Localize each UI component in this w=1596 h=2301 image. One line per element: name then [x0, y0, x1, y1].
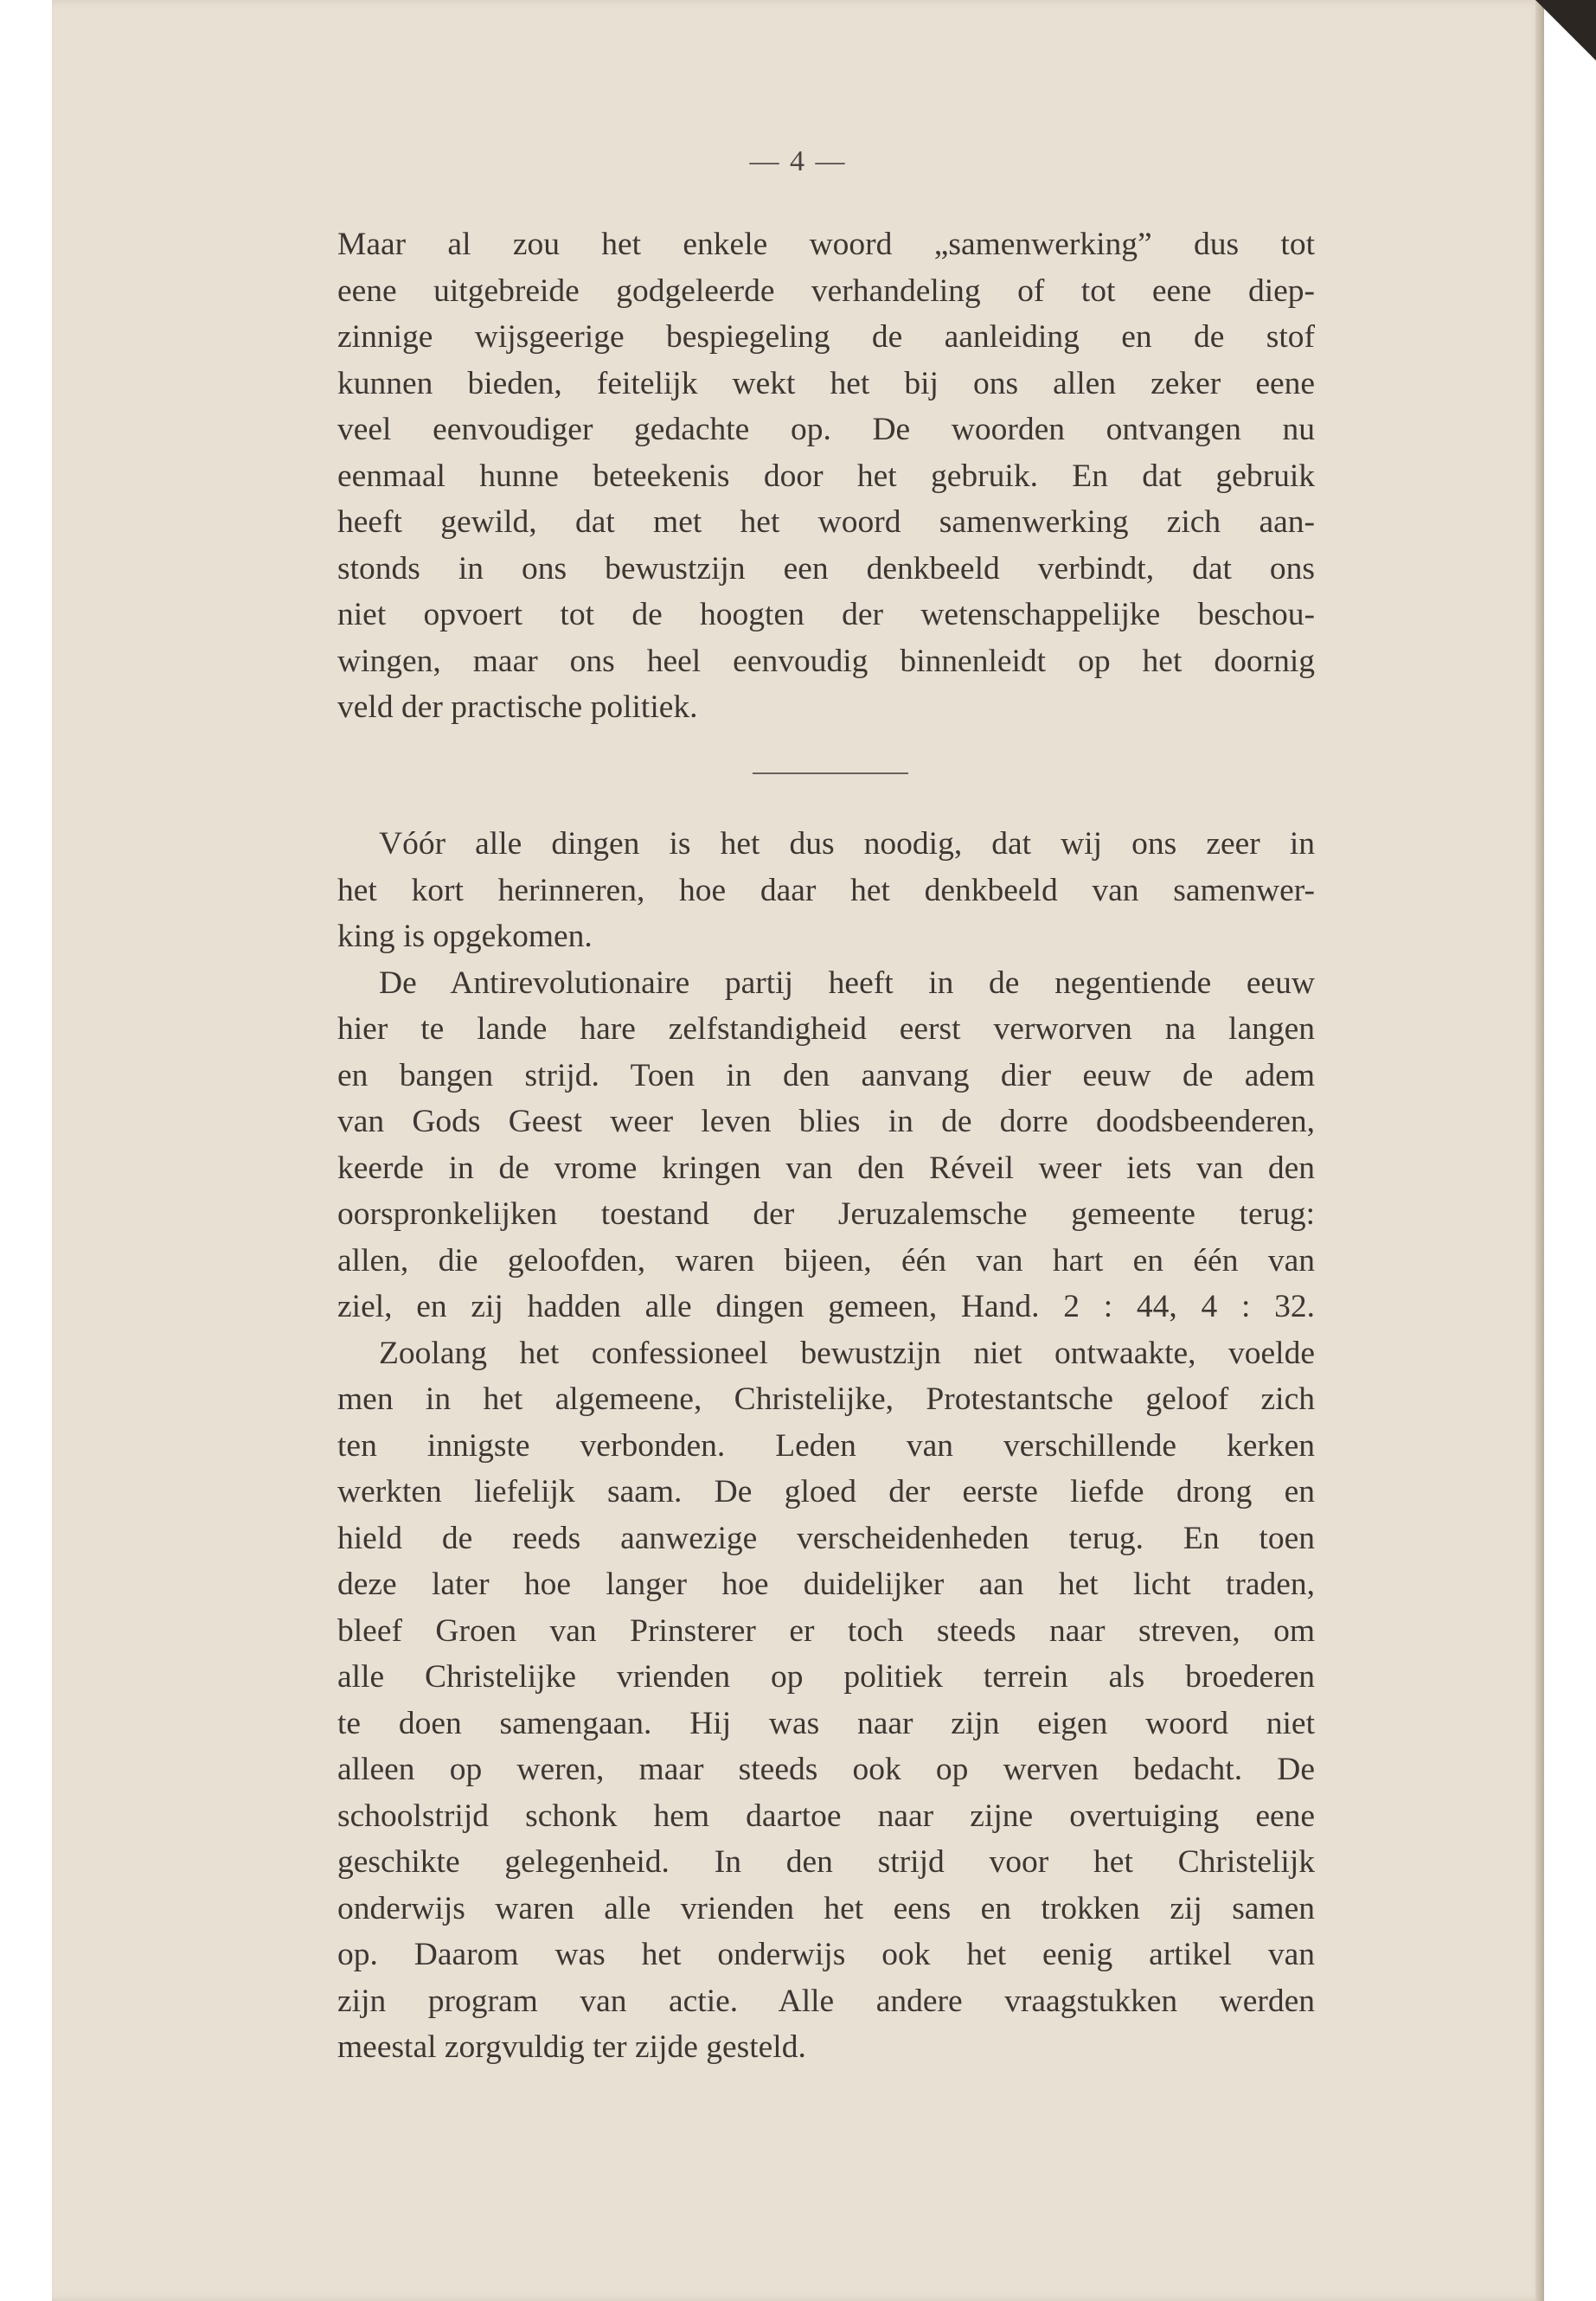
page-edge-shadow [1535, 0, 1544, 2301]
text-line: oorspronkelijken toestand der Jeruzalemsche gemeente terug: [337, 1196, 1315, 1232]
text-line: stonds in ons bewustzijn een denkbeeld verbindt, dat ons [337, 550, 1315, 586]
text-line: schoolstrijd schonk hem daartoe naar zijne overtuiging eene [337, 1798, 1315, 1834]
text-line: hield de reeds aanwezige verscheidenheden terug. En toen [337, 1520, 1315, 1556]
text-line: alle Christelijke vrienden op politiek terrein als broederen [337, 1659, 1315, 1695]
section-divider [753, 772, 908, 774]
paragraph-section-2 [337, 821, 1315, 2071]
text-line: wingen, maar ons heel eenvoudig binnenleidt op het doornig [337, 643, 1315, 679]
paragraph-section-1 [337, 221, 1315, 731]
text-line: het kort herinneren, hoe daar het denkbeeld van samenwer- [337, 872, 1315, 908]
text-line: De Antirevolutionaire partij heeft in de negentiende eeuw [379, 965, 1315, 1001]
scan-corner-mark [1535, 0, 1596, 61]
text-line: op. Daarom was het onderwijs ook het eenig artikel van [337, 1937, 1315, 1972]
text-line: meestal zorgvuldig ter zijde gesteld. [337, 2029, 806, 2065]
text-line: king is opgekomen. [337, 919, 593, 954]
text-line: niet opvoert tot de hoogten der wetenschappelijke beschou- [337, 597, 1315, 632]
text-line: kunnen bieden, feitelijk wekt het bij ons allen zeker eene [337, 365, 1315, 401]
text-line: Maar al zou het enkele woord „samenwerking” dus tot [337, 227, 1315, 262]
text-line: veel eenvoudiger gedachte op. De woorden ontvangen nu [337, 412, 1315, 447]
text-line: eene uitgebreide godgeleerde verhandeling of tot eene diep- [337, 272, 1315, 309]
text-line: werkten liefelijk saam. De gloed der eerste liefde drong en [337, 1474, 1315, 1509]
text-line: zinnige wijsgeerige bespiegeling de aanleiding en de stof [337, 319, 1315, 355]
page-number: — 4 — [749, 145, 847, 177]
text-line: geschikte gelegenheid. In den strijd voor het Christelijk [337, 1844, 1315, 1880]
text-line: onderwijs waren alle vrienden het eens en trokken zij samen [337, 1890, 1315, 1926]
text-line: hier te lande hare zelfstandigheid eerst verworven na langen [337, 1011, 1315, 1047]
text-line: ziel, en zij hadden alle dingen gemeen, Hand. 2 : 44, 4 : 32. [337, 1289, 1315, 1324]
text-line: eenmaal hunne beteekenis door het gebruik. En dat gebruik [337, 458, 1315, 494]
text-line: keerde in de vrome kringen van den Réveil weer iets van den [337, 1150, 1315, 1186]
text-line: zijn program van actie. Alle andere vraagstukken werden [337, 1983, 1315, 2019]
text-line: bleef Groen van Prinsterer er toch steeds naar streven, om [337, 1612, 1315, 1649]
text-line: Vóór alle dingen is het dus noodig, dat wij ons zeer in [379, 826, 1315, 862]
text-line: en bangen strijd. Toen in den aanvang dier eeuw de adem [337, 1057, 1315, 1093]
text-line: alleen op weren, maar steeds ook op werven bedacht. De [337, 1752, 1315, 1787]
text-line: deze later hoe langer hoe duidelijker aan het licht traden, [337, 1567, 1315, 1602]
text-line: te doen samengaan. Hij was naar zijn eigen woord niet [337, 1705, 1315, 1741]
text-line: heeft gewild, dat met het woord samenwerking zich aan- [337, 504, 1315, 540]
text-line: allen, die geloofden, waren bijeen, één van hart en één van [337, 1242, 1315, 1279]
text-line: ten innigste verbonden. Leden van verschillende kerken [337, 1427, 1315, 1464]
text-line: veld der practische politiek. [337, 689, 698, 725]
text-line: men in het algemeene, Christelijke, Protestantsche geloof zich [337, 1381, 1315, 1417]
text-line: van Gods Geest weer leven blies in de dorre doodsbeenderen, [337, 1104, 1315, 1139]
text-line: Zoolang het confessioneel bewustzijn niet ontwaakte, voelde [379, 1335, 1315, 1371]
